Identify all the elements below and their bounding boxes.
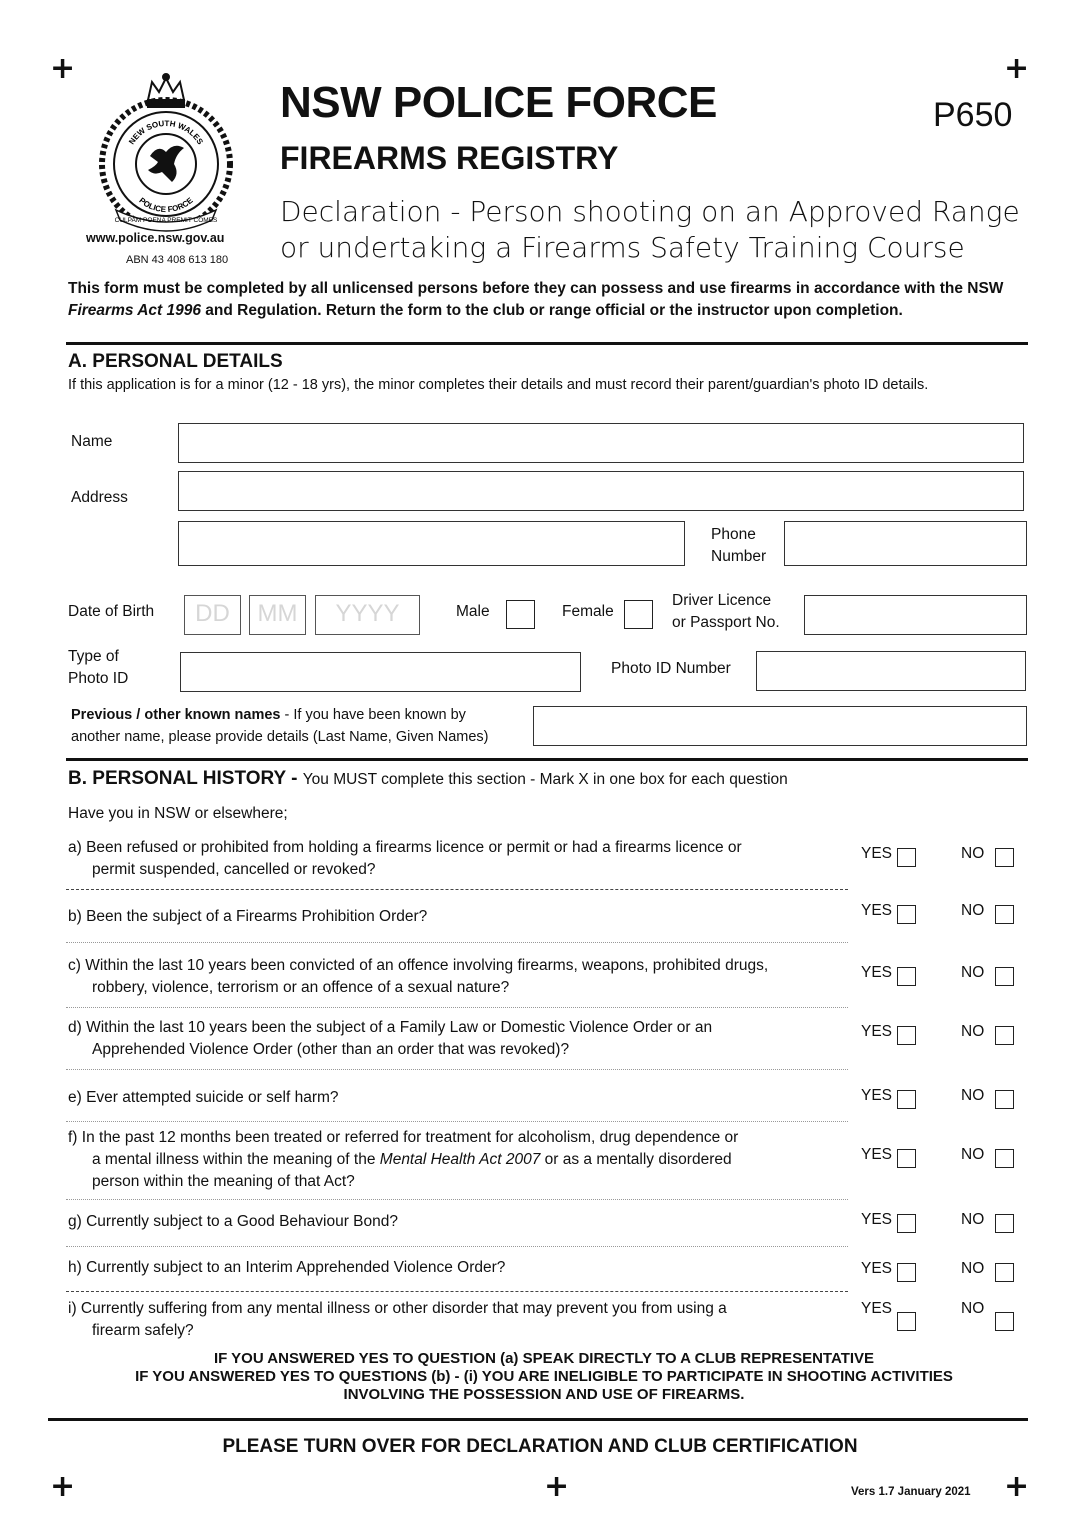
registration-mark: +: [50, 1469, 76, 1504]
warning-line: IF YOU ANSWERED YES TO QUESTIONS (b) - (i) YOU ARE INELIGIBLE TO PARTICIPATE IN SHOOTING ACTIVITIES: [135, 1368, 953, 1385]
intro-text: and Regulation. Return the form to the club or range official or the instructor upon completion.: [200, 302, 903, 319]
section-b-instruction: You MUST complete this section - Mark X in one box for each question: [302, 771, 788, 788]
previous-names-bold: Previous / other known names: [71, 707, 281, 723]
version-info: Vers 1.7 January 2021: [851, 1486, 971, 1498]
turn-over-notice: PLEASE TURN OVER FOR DECLARATION AND CLUB CERTIFICATION: [222, 1436, 858, 1457]
question-h-yes-checkbox[interactable]: [897, 1263, 916, 1282]
question-d-no-checkbox[interactable]: [995, 1026, 1014, 1045]
yes-label: YES: [861, 1300, 893, 1317]
question-g: [68, 1211, 848, 1233]
question-text: h) Currently subject to an Interim Apprehended Violence Order?: [68, 1259, 506, 1276]
female-label: Female: [562, 603, 614, 620]
no-label: NO: [961, 845, 985, 862]
agency-title: NSW POLICE FORCE: [280, 78, 717, 127]
yes-label: YES: [861, 845, 893, 862]
question-f-yes-checkbox[interactable]: [897, 1149, 916, 1168]
no-label: NO: [961, 1146, 985, 1163]
section-a-title: A. PERSONAL DETAILS: [68, 351, 283, 372]
address-field-line-1[interactable]: [178, 471, 1024, 511]
question-g-yes-checkbox[interactable]: [897, 1214, 916, 1233]
question-e: [68, 1087, 848, 1109]
intro-act-name: Firearms Act 1996: [68, 302, 201, 319]
photo-id-type-label: [68, 646, 128, 690]
question-f-no-checkbox[interactable]: [995, 1149, 1014, 1168]
no-label: NO: [961, 1023, 985, 1040]
question-text: a) Been refused or prohibited from holding a firearms licence or permit or had a firearms licence or: [68, 839, 742, 856]
abn-number: ABN 43 408 613 180: [126, 254, 229, 266]
question-text: firearm safely?: [92, 1322, 194, 1339]
registration-mark: +: [1004, 51, 1030, 86]
question-divider: [66, 942, 848, 943]
question-e-yes-checkbox[interactable]: [897, 1090, 916, 1109]
question-h: [68, 1257, 848, 1279]
question-i-yes-checkbox[interactable]: [897, 1312, 916, 1331]
question-text: a mental illness within the meaning of the: [92, 1151, 380, 1168]
question-c-no-checkbox[interactable]: [995, 967, 1014, 986]
phone-label-line: Phone: [711, 526, 756, 543]
question-d-yes-checkbox[interactable]: [897, 1026, 916, 1045]
previous-names-label-line: [71, 704, 488, 726]
phone-number-field[interactable]: [784, 521, 1027, 566]
police-crest-logo: [96, 72, 236, 234]
yes-label: YES: [861, 1023, 893, 1040]
name-label: Name: [71, 433, 113, 450]
question-g-no-checkbox[interactable]: [995, 1214, 1014, 1233]
no-label: NO: [961, 1087, 985, 1104]
question-text: e) Ever attempted suicide or self harm?: [68, 1089, 339, 1106]
question-text: or as a mentally disordered: [540, 1151, 732, 1168]
question-f: [68, 1127, 848, 1193]
female-checkbox[interactable]: [624, 600, 653, 629]
dob-month-field[interactable]: MM: [249, 595, 306, 635]
phone-label-line: Number: [711, 548, 767, 565]
question-c-yes-checkbox[interactable]: [897, 967, 916, 986]
licence-label-line: Driver Licence: [672, 592, 772, 609]
question-c: [68, 955, 848, 999]
question-i-no-checkbox[interactable]: [995, 1312, 1014, 1331]
photo-id-type-field[interactable]: [180, 652, 581, 692]
eligibility-warning: [68, 1350, 1020, 1404]
address-label: Address: [71, 489, 128, 506]
question-divider: [66, 889, 848, 890]
question-text: c) Within the last 10 years been convicted of an offence involving firearms, weapons, prohibited drugs,: [68, 957, 769, 974]
no-label: NO: [961, 964, 985, 981]
question-divider: [66, 1199, 848, 1200]
registry-title: FIREARMS REGISTRY: [280, 140, 619, 176]
registration-mark: +: [50, 51, 76, 86]
website-url: www.police.nsw.gov.au: [86, 231, 225, 245]
question-b: [68, 906, 848, 928]
registration-mark: +: [544, 1469, 570, 1504]
name-field[interactable]: [178, 423, 1024, 463]
previous-names-label: [71, 704, 488, 748]
question-text: robbery, violence, terrorism or an offence of a sexual nature?: [92, 979, 510, 996]
section-a-note: If this application is for a minor (12 - 18 yrs), the minor completes their details and must record their parent/guardian's photo ID details.: [68, 377, 929, 393]
question-text: d) Within the last 10 years been the subject of a Family Law or Domestic Violence Order or an: [68, 1019, 713, 1036]
photo-id-type-label-line: Type of: [68, 648, 119, 665]
yes-label: YES: [861, 1087, 893, 1104]
yes-label: YES: [861, 1211, 893, 1228]
section-divider: [66, 758, 1028, 761]
question-act-name: Mental Health Act 2007: [379, 1151, 541, 1168]
subtitle-line: Declaration - Person shooting on an Approved Range: [280, 195, 1020, 228]
question-divider: [66, 1007, 848, 1008]
previous-names-label-line: another name, please provide details (Last Name, Given Names): [71, 729, 489, 745]
question-b-yes-checkbox[interactable]: [897, 905, 916, 924]
no-label: NO: [961, 1300, 985, 1317]
warning-line: IF YOU ANSWERED YES TO QUESTION (a) SPEAK DIRECTLY TO A CLUB REPRESENTATIVE: [213, 1350, 875, 1367]
question-text: permit suspended, cancelled or revoked?: [92, 861, 376, 878]
yes-label: YES: [861, 1260, 893, 1277]
question-e-no-checkbox[interactable]: [995, 1090, 1014, 1109]
photo-id-type-label-line: Photo ID: [68, 670, 129, 687]
question-divider: [66, 1069, 848, 1070]
question-text: i) Currently suffering from any mental illness or other disorder that may prevent you from using a: [68, 1300, 727, 1317]
crest-text-top: NEW SOUTH WALES: [127, 118, 205, 147]
registration-mark: +: [1004, 1469, 1030, 1504]
question-divider: [66, 1246, 848, 1247]
form-code: P650: [933, 96, 1013, 134]
dob-year-field[interactable]: YYYY: [315, 595, 420, 635]
question-text-line: [68, 1149, 848, 1171]
male-checkbox[interactable]: [506, 600, 535, 629]
question-text: Apprehended Violence Order (other than an order that was revoked)?: [92, 1041, 570, 1058]
crest-motto: CULPAM POENA PREMIT COMES: [114, 217, 218, 224]
previous-names-text: - If you have been known by: [280, 707, 466, 723]
male-label: Male: [456, 603, 490, 620]
warning-line: INVOLVING THE POSSESSION AND USE OF FIREARMS.: [343, 1386, 745, 1403]
section-b-heading: B. PERSONAL HISTORY -: [68, 768, 303, 789]
photo-id-number-field[interactable]: [756, 651, 1026, 691]
no-label: NO: [961, 902, 985, 919]
licence-label-line: or Passport No.: [672, 614, 780, 631]
yes-label: YES: [861, 1146, 893, 1163]
yes-label: YES: [861, 902, 893, 919]
dob-day-field[interactable]: DD: [184, 595, 241, 635]
question-i: [68, 1298, 848, 1342]
address-field-line-2[interactable]: [178, 521, 685, 566]
previous-names-field[interactable]: [533, 706, 1027, 746]
crest-text-middle: POLICE FORCE: [137, 195, 195, 215]
dob-label: Date of Birth: [68, 603, 155, 620]
question-d: [68, 1017, 848, 1061]
form-subtitle: [280, 194, 1020, 266]
question-h-no-checkbox[interactable]: [995, 1263, 1014, 1282]
photo-id-number-label: Photo ID Number: [611, 660, 731, 677]
svg-text:NEW SOUTH WALES: [127, 119, 205, 147]
question-a-no-checkbox[interactable]: [995, 848, 1014, 867]
section-divider: [66, 342, 1028, 345]
no-label: NO: [961, 1260, 985, 1277]
intro-instructions: [68, 278, 1038, 322]
section-divider: [48, 1418, 1028, 1421]
question-b-no-checkbox[interactable]: [995, 905, 1014, 924]
no-label: NO: [961, 1211, 985, 1228]
section-b-title: [68, 768, 788, 790]
intro-text: This form must be completed by all unlicensed persons before they can possess and use firearms in accordance with the NSW: [68, 280, 1004, 297]
question-text: g) Currently subject to a Good Behaviour Bond?: [68, 1213, 398, 1230]
subtitle-line: or undertaking a Firearms Safety Training Course: [280, 231, 965, 264]
question-a: [68, 837, 848, 881]
question-a-yes-checkbox[interactable]: [897, 848, 916, 867]
licence-label: [672, 590, 780, 634]
phone-label: [711, 524, 766, 568]
question-text: b) Been the subject of a Firearms Prohibition Order?: [68, 908, 428, 925]
question-divider: [66, 1291, 848, 1292]
section-b-intro: Have you in NSW or elsewhere;: [68, 805, 288, 822]
question-divider: [66, 1121, 848, 1122]
question-text: person within the meaning of that Act?: [92, 1173, 355, 1190]
yes-label: YES: [861, 964, 893, 981]
question-text: f) In the past 12 months been treated or referred for treatment for alcoholism, drug dependence or: [68, 1129, 739, 1146]
licence-number-field[interactable]: [804, 595, 1027, 635]
